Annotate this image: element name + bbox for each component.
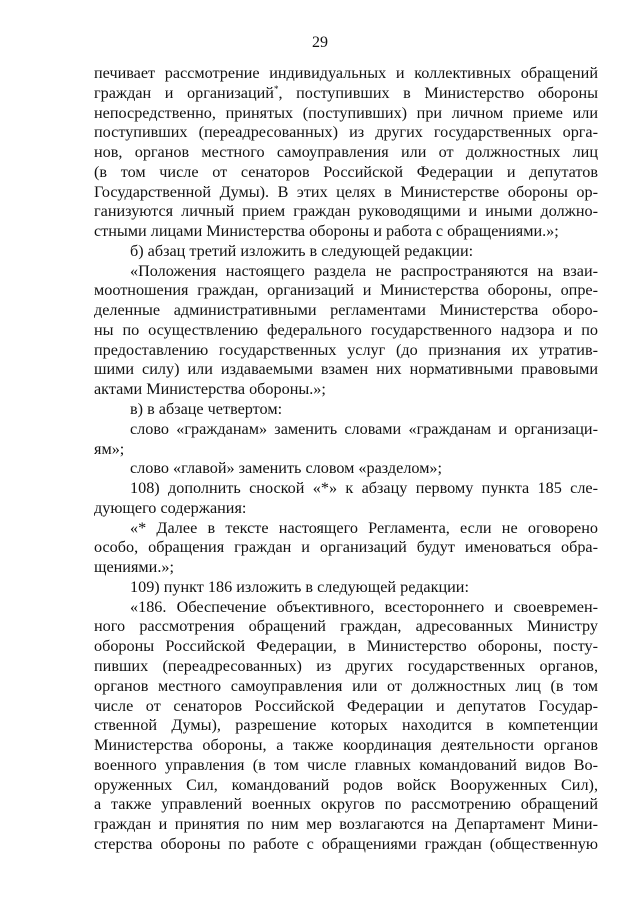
text-line xyxy=(94,795,598,815)
text-line xyxy=(94,163,598,183)
text-line-content: обороны Российской Федерации, в Министерство обороны, посту- xyxy=(94,637,598,656)
text-line xyxy=(94,262,598,282)
text-line-content: «186. Обеспечение объективного, всестороннего и своевремен- xyxy=(130,597,598,616)
text-line xyxy=(94,459,598,479)
text-line xyxy=(94,835,598,855)
text-line xyxy=(94,420,598,440)
text-line-content: «Положения настоящего раздела не распространяются на взаи- xyxy=(130,261,598,280)
text-line xyxy=(94,301,598,321)
text-line xyxy=(94,479,598,499)
text-line xyxy=(94,143,598,163)
text-line xyxy=(94,578,598,598)
text-line xyxy=(94,360,598,380)
text-line-content: 109) пункт 186 изложить в следующей редакции: xyxy=(130,577,469,596)
text-line-content: стерства обороны по работе с обращениями граждан (общественную xyxy=(94,834,598,853)
text-line-content: ганизуются личный прием граждан руководящими и иными должно- xyxy=(94,202,598,221)
text-line-content: пивших (переадресованных) из других государственных органов, xyxy=(94,656,598,675)
text-line xyxy=(94,519,598,539)
text-line-content: актами Министерства обороны.»; xyxy=(94,380,326,399)
footnote-marker: * xyxy=(273,83,279,94)
text-line xyxy=(94,400,598,420)
text-line xyxy=(94,499,598,519)
page-number: 29 xyxy=(312,34,328,51)
text-line-content: граждан и принятия по ним мер возлагаются на Департамент Мини- xyxy=(94,815,598,834)
text-line-continuation: , поступивших в Министерство обороны xyxy=(278,83,598,102)
text-line-content: ного рассмотрения обращений граждан, адресованных Министру xyxy=(94,617,598,636)
text-line xyxy=(94,341,598,361)
text-line-content: дующего содержания: xyxy=(94,498,247,517)
text-line xyxy=(94,697,598,717)
text-line-content: 108) дополнить сноской «*» к абзацу первому пункта 185 сле- xyxy=(130,479,598,498)
text-line-content: предоставлению государственных услуг (до признания их утратив- xyxy=(94,340,598,359)
body-text xyxy=(94,64,598,855)
text-line-content: непосредственно, принятых (поступивших) при личном приеме или xyxy=(94,103,598,122)
text-line-content: печивает рассмотрение индивидуальных и коллективных обращений xyxy=(94,64,598,82)
text-line-content: моотношения граждан, организаций и Министерства обороны, опре- xyxy=(94,281,598,300)
text-line-content: военного управления (в том числе главных командований видов Во- xyxy=(94,755,598,774)
text-line-content: «* Далее в тексте настоящего Регламента, если не оговорено xyxy=(130,518,598,537)
text-line-content: слово «главой» заменить словом «разделом»; xyxy=(130,459,443,478)
text-line-content: поступивших (переадресованных) из других государственных орга- xyxy=(94,123,598,142)
text-line-content: Министерства обороны, а также координация деятельности органов xyxy=(94,736,598,755)
text-line xyxy=(94,558,598,578)
text-line-content: граждан и организаций xyxy=(94,83,274,102)
text-line xyxy=(94,617,598,637)
text-line-content: ственной Думы), разрешение которых находится в компетенции xyxy=(94,716,598,735)
text-line xyxy=(94,242,598,262)
text-line xyxy=(94,756,598,776)
text-line xyxy=(94,538,598,558)
text-line-content: органов местного самоуправления или от должностных лиц (в том xyxy=(94,676,598,695)
text-line-content: ям»; xyxy=(94,439,125,458)
text-line xyxy=(94,736,598,756)
text-line xyxy=(94,598,598,618)
text-line xyxy=(94,776,598,796)
text-line xyxy=(94,321,598,341)
text-line-content: особо, обращения граждан и организаций будут именоваться обра- xyxy=(94,538,598,557)
text-line xyxy=(94,716,598,736)
text-line xyxy=(94,123,598,143)
text-line xyxy=(94,815,598,835)
text-line-content: в) в абзаце четвертом: xyxy=(130,400,283,419)
text-line xyxy=(94,183,598,203)
text-line-content: (в том числе от сенаторов Российской Федерации и депутатов xyxy=(94,162,598,181)
text-line-content: нов, органов местного самоуправления или от должностных лиц xyxy=(94,143,598,162)
text-line-content: а также управлений военных округов по рассмотрению обращений xyxy=(94,795,598,814)
text-line-content: щениями.»; xyxy=(94,558,174,577)
text-line xyxy=(94,440,598,460)
text-line xyxy=(94,380,598,400)
text-line xyxy=(94,637,598,657)
text-line-content: шими силу) или издаваемыми взамен них нормативными правовыми xyxy=(94,360,598,379)
text-line-content: Государственной Думы). В этих целях в Министерстве обороны ор- xyxy=(94,182,598,201)
text-line-content: стными лицами Министерства обороны и работа с обращениями.»; xyxy=(94,222,559,241)
text-line xyxy=(94,677,598,697)
text-line xyxy=(94,104,598,124)
text-line xyxy=(94,281,598,301)
text-line xyxy=(94,84,598,104)
text-line-content: б) абзац третий изложить в следующей редакции: xyxy=(130,241,474,260)
text-line-content: слово «гражданам» заменить словами «гражданам и организаци- xyxy=(130,419,598,438)
text-line-content: числе от сенаторов Российской Федерации и депутатов Государ- xyxy=(94,696,598,715)
text-line xyxy=(94,64,598,84)
text-line xyxy=(94,222,598,242)
text-line-content: деленные административными регламентами Министерства оборо- xyxy=(94,301,598,320)
text-line xyxy=(94,657,598,677)
text-line-content: оруженных Сил, командований родов войск Вооруженных Сил), xyxy=(94,775,598,794)
text-line-content: ны по осуществлению федерального государственного надзора и по xyxy=(94,320,598,339)
text-line xyxy=(94,202,598,222)
